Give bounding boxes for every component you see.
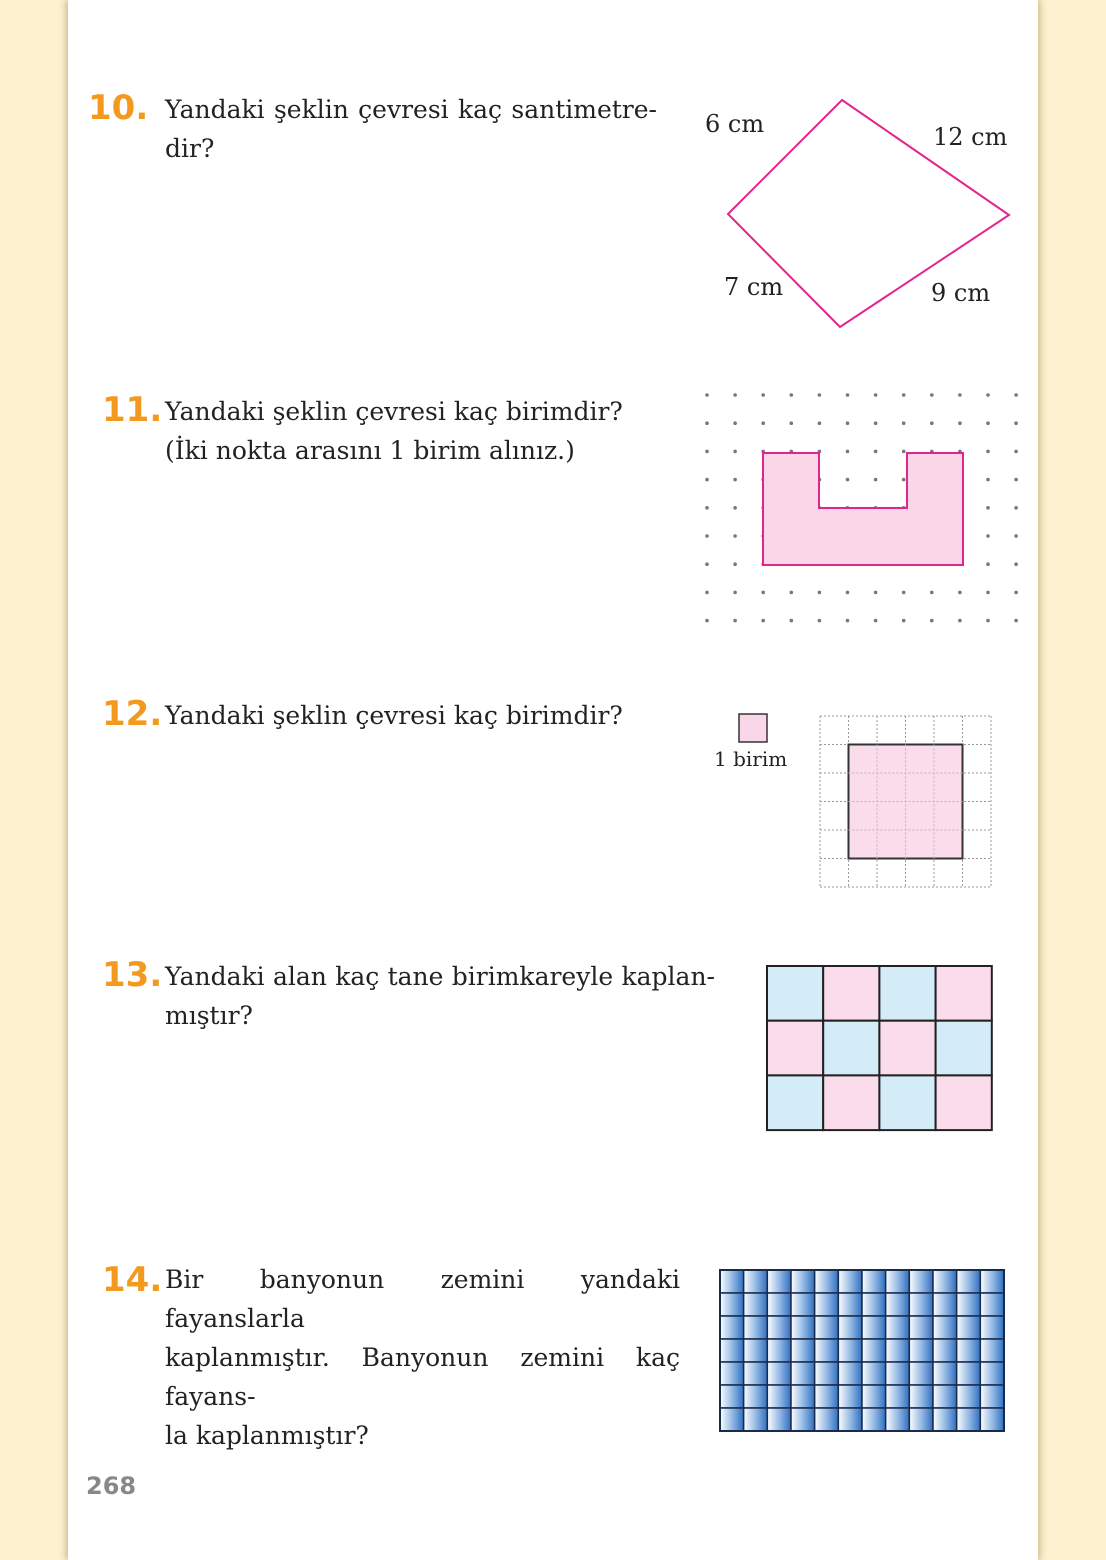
question-12-number: 12. [102, 694, 163, 734]
question-10-number: 10. [88, 88, 149, 128]
question-13-line-2: mıştır? [165, 1001, 253, 1030]
side-label-6cm: 6 cm [705, 110, 765, 138]
question-11-text [165, 392, 685, 470]
side-label-7cm: 7 cm [724, 273, 784, 301]
question-11-line-2: (İki nokta arasını 1 birim alınız.) [165, 436, 575, 465]
page-number: 268 [86, 1472, 137, 1500]
question-10-line-2: dir? [165, 134, 215, 163]
question-13-number: 13. [102, 955, 163, 995]
question-13-line-1: Yandaki alan kaç tane birimkareyle kaplan- [165, 962, 715, 991]
unit-label: 1 birim [714, 747, 788, 771]
question-14-line-1: Bir banyonun zemini yandaki fayanslarla [165, 1265, 680, 1333]
question-11-number: 11. [102, 390, 163, 430]
question-14-line-3: la kaplanmıştır? [165, 1421, 369, 1450]
question-11-line-1: Yandaki şeklin çevresi kaç birimdir? [165, 397, 623, 426]
question-14-line-2: kaplanmıştır. Banyonun zemini kaç fayans- [165, 1343, 680, 1411]
question-14-number: 14. [102, 1260, 163, 1300]
question-14-text [165, 1260, 680, 1455]
question-10-line-1: Yandaki şeklin çevresi kaç santimetre- [165, 95, 657, 124]
question-12-line-1: Yandaki şeklin çevresi kaç birimdir? [165, 701, 623, 730]
question-13-text [165, 957, 715, 1035]
question-10-text [165, 90, 657, 168]
question-12-text [165, 696, 685, 735]
side-label-9cm: 9 cm [931, 279, 991, 307]
side-label-12cm: 12 cm [933, 123, 1008, 151]
